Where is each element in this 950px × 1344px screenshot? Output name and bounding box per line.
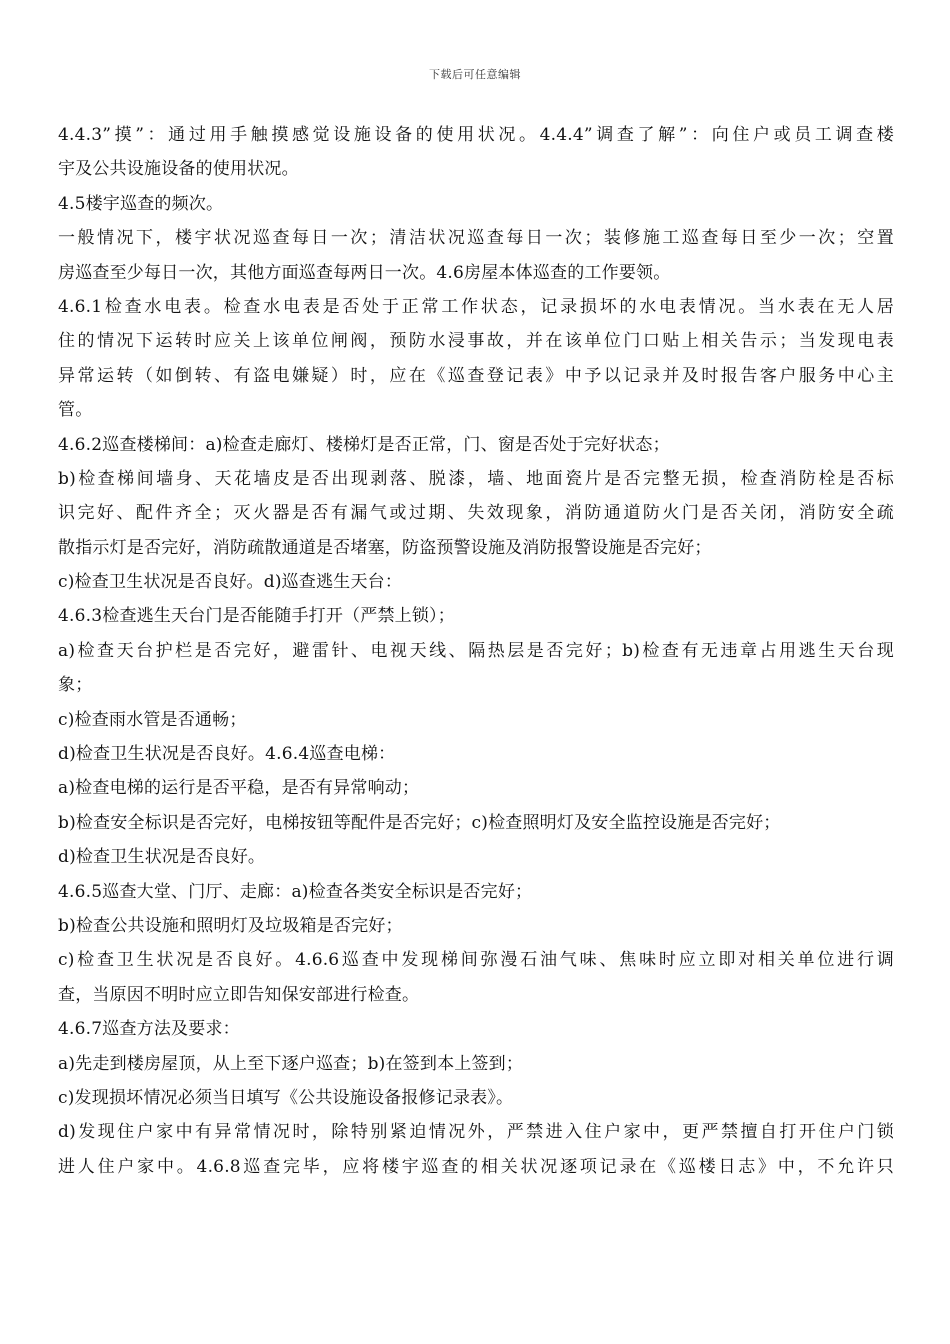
text-line: 4.6.1检查水电表。检查水电表是否处于正常工作状态，记录损坏的水电表情况。当水表在无人居 (58, 296, 894, 317)
text-line: b)检查公共设施和照明灯及垃圾箱是否完好； (58, 915, 403, 936)
text-line: 进人住户家中。4.6.8巡查完毕，应将楼宇巡查的相关状况逐项记录在《巡楼日志》中，不允许只 (58, 1156, 894, 1177)
text-line: 4.6.5巡查大堂、门厅、走廊：a)检查各类安全标识是否完好； (58, 881, 533, 902)
text-line: b)检查安全标识是否完好，电梯按钮等配件是否完好；c)检查照明灯及安全监控设施是否完好； (58, 812, 781, 833)
text-line: 4.5楼宇巡查的频次。 (58, 193, 224, 214)
text-line: 管。 (58, 400, 93, 421)
text-line: 识完好、配件齐全；灭火器是否有漏气或过期、失效现象，消防通道防火门是否关闭，消防安全疏 (58, 503, 894, 524)
page-header-note: 下载后可任意编辑 (429, 68, 521, 81)
text-line: 房巡查至少每日一次，其他方面巡查每两日一次。4.6房屋本体巡查的工作要领。 (58, 262, 671, 283)
text-line: d)检查卫生状况是否良好。4.6.4巡查电梯： (58, 744, 396, 765)
text-line: a)检查电梯的运行是否平稳，是否有异常响动； (58, 778, 420, 799)
text-line: 4.6.2巡查楼梯间：a)检查走廊灯、楼梯灯是否正常，门、窗是否处于完好状态； (58, 434, 670, 455)
text-line: b)检查梯间墙身、天花墙皮是否出现剥落、脱漆，墙、地面瓷片是否完整无损，检查消防栓是否标 (58, 468, 894, 489)
text-line: d)检查卫生状况是否良好。 (58, 847, 266, 868)
text-line: a)先走到楼房屋顶，从上至下逐户巡查；b)在签到本上签到； (58, 1053, 524, 1074)
text-line: 异常运转（如倒转、有盗电嫌疑）时，应在《巡查登记表》中予以记录并及时报告客户服务中心主 (58, 365, 894, 386)
text-line: a)检查天台护栏是否完好，避雷针、电视天线、隔热层是否完好；b)检查有无违章占用逃生天台现 (58, 640, 894, 661)
document-body (58, 118, 894, 1184)
text-line: 散指示灯是否完好，消防疏散通道是否堵塞，防盗预警设施及消防报警设施是否完好； (58, 537, 712, 558)
text-line: 4.6.3检查逃生天台门是否能随手打开（严禁上锁）； (58, 606, 455, 627)
text-line: 查，当原因不明时应立即告知保安部进行检查。 (58, 984, 420, 1005)
text-line: c)发现损坏情况必须当日填写《公共设施设备报修记录表》。 (58, 1087, 514, 1108)
text-line: c)检查卫生状况是否良好。d)巡查逃生天台： (58, 572, 403, 593)
text-line: d)发现住户家中有异常情况时，除特别紧迫情况外，严禁进入住户家中，更严禁擅自打开住户门锁 (58, 1122, 894, 1143)
text-line: c)检查雨水管是否通畅； (58, 709, 247, 730)
text-line: 宇及公共设施设备的使用状况。 (58, 159, 299, 180)
text-line: 住的情况下运转时应关上该单位闸阀，预防水浸事故，并在该单位门口贴上相关告示；当发现电表 (58, 331, 894, 352)
text-line: 4.6.7巡查方法及要求： (58, 1019, 240, 1040)
text-line: 象； (58, 675, 93, 696)
text-line: 一般情况下，楼宇状况巡查每日一次；清洁状况巡查每日一次；装修施工巡查每日至少一次；空置 (58, 228, 894, 249)
text-line: 4.4.3”摸”：通过用手触摸感觉设施设备的使用状况。4.4.4”调查了解”：向住户或员工调查楼 (58, 125, 894, 145)
text-line: c)检查卫生状况是否良好。4.6.6巡查中发现梯间弥漫石油气味、焦味时应立即对相关单位进行调 (58, 950, 894, 971)
